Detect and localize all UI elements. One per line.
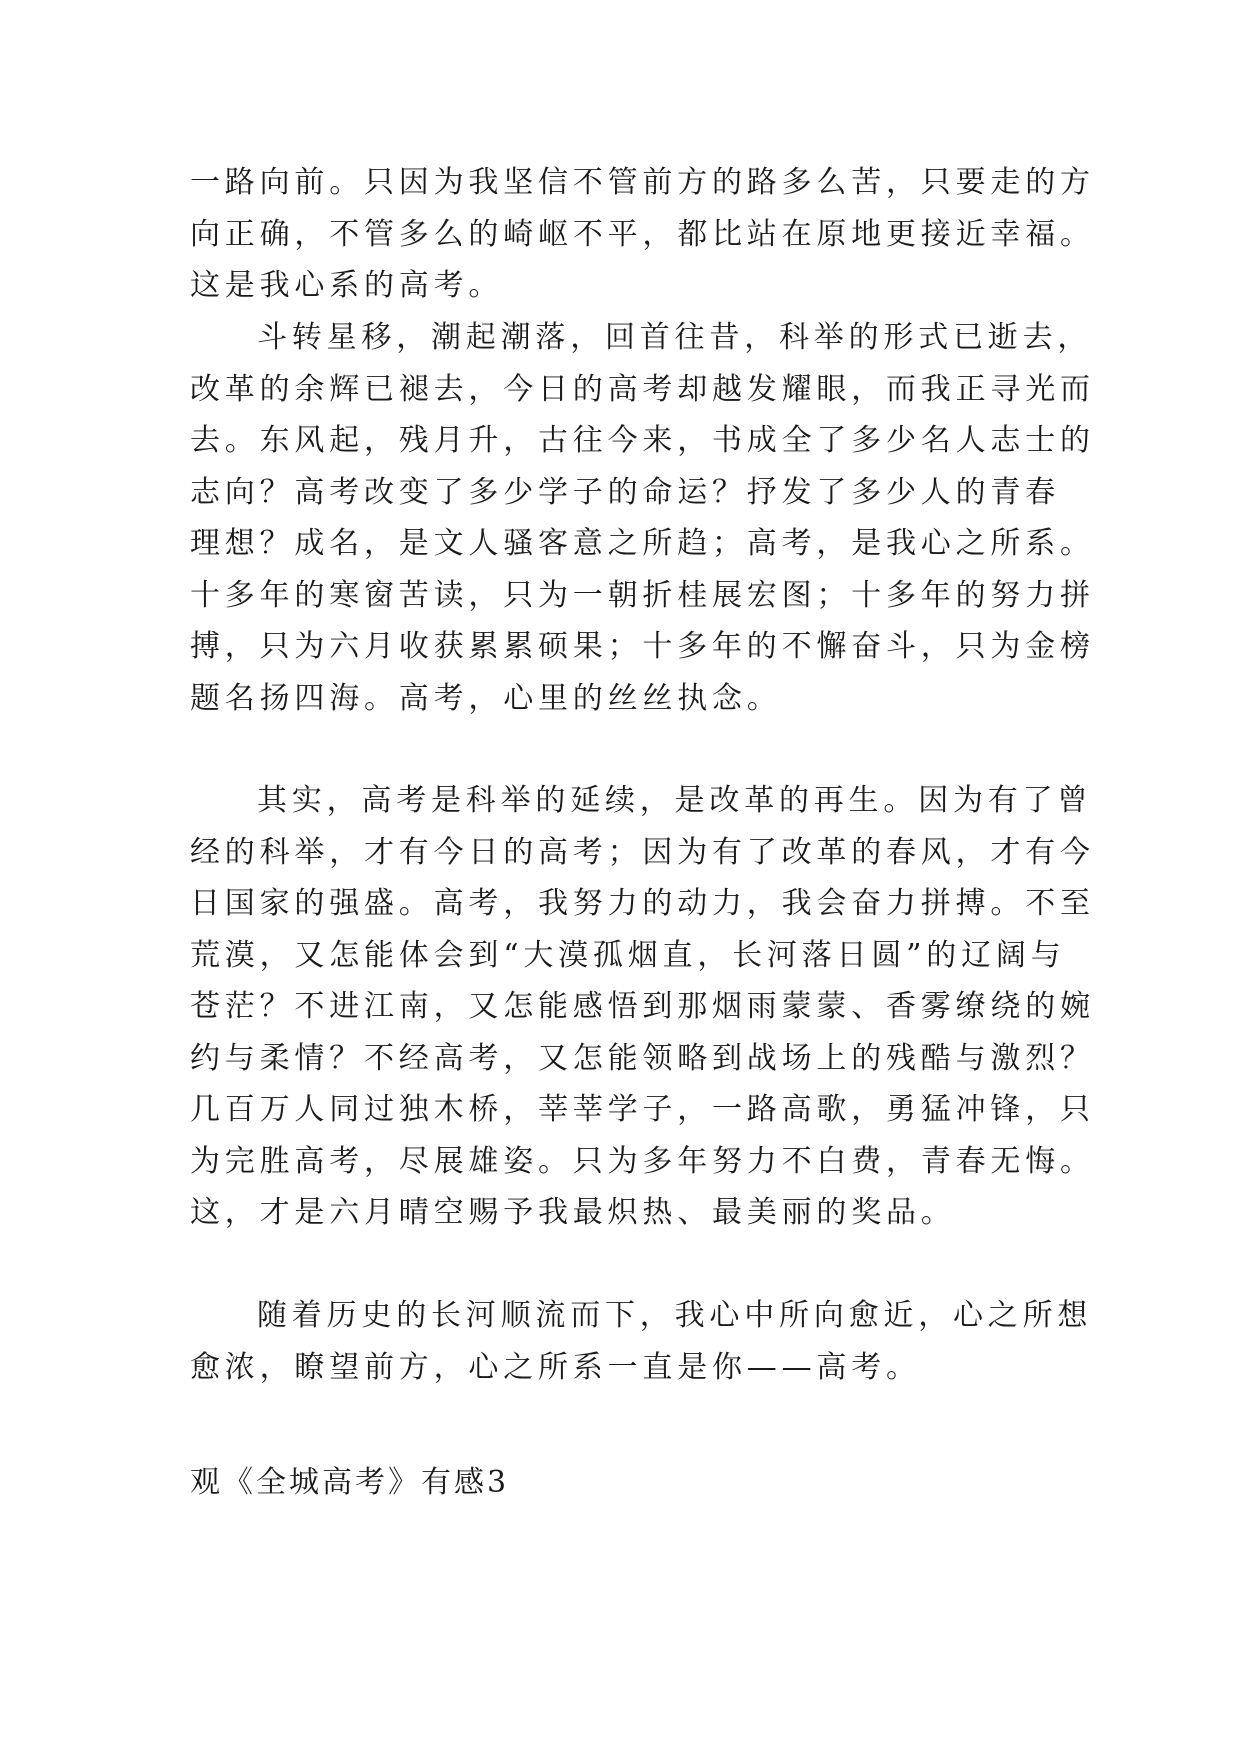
paragraph-line: 斗转星移，潮起潮落，回首往昔，科举的形式已逝去， xyxy=(257,320,1093,355)
paragraph-line: 为完胜高考，尽展雄姿。只为多年努力不白费，青春无悔。 xyxy=(190,1143,1095,1179)
paragraph-4 xyxy=(190,1290,1093,1393)
paragraph-line: 经的科举，才有今日的高考；因为有了改革的春风，才有今 xyxy=(190,834,1095,870)
paragraph-line: 荒漠，又怎能体会到“大漠孤烟直，长河落日圆”的辽阔与 xyxy=(190,937,1066,973)
paragraph-line: 改革的余辉已褪去，今日的高考却越发耀眼，而我正寻光而 xyxy=(190,371,1095,407)
paragraph-line: 其实，高考是科举的延续，是改革的再生。因为有了曾 xyxy=(257,783,1093,818)
paragraph-line: 向正确，不管多么的崎岖不平，都比站在原地更接近幸福。 xyxy=(190,216,1095,252)
paragraph-line: 随着历史的长河顺流而下，我心中所向愈近，心之所想 xyxy=(257,1298,1093,1333)
paragraph-line: 志向？高考改变了多少学子的命运？抒发了多少人的青春 xyxy=(190,474,1060,510)
paragraph-line: 理想？成名，是文人骚客意之所趋；高考，是我心之所系。 xyxy=(190,526,1095,561)
paragraph-line: 搏，只为六月收获累累硕果；十多年的不懈奋斗，只为金榜 xyxy=(190,629,1095,664)
paragraph-line: 这是我心系的高考。 xyxy=(190,268,504,303)
paragraph-line: 一路向前。只因为我坚信不管前方的路多么苦，只要走的方 xyxy=(190,165,1095,200)
paragraph-line: 日国家的强盛。高考，我努力的动力，我会奋力拼搏。不至 xyxy=(190,886,1095,921)
paragraph-line: 这，才是六月晴空赐予我最炽热、最美丽的奖品。 xyxy=(190,1195,956,1230)
section-heading: 观《全城高考》有感3 xyxy=(190,1465,510,1500)
paragraph-line: 苍茫？不进江南，又怎能感悟到那烟雨蒙蒙、香雾缭绕的婉 xyxy=(190,989,1095,1024)
paragraph-line: 十多年的寒窗苦读，只为一朝折桂展宏图；十多年的努力拼 xyxy=(190,577,1095,613)
paragraph-line: 愈浓，瞭望前方，心之所系一直是你——高考。 xyxy=(190,1349,921,1385)
paragraph-1 xyxy=(190,157,1095,312)
paragraph-line: 几百万人同过独木桥，莘莘学子，一路高歌，勇猛冲锋，只 xyxy=(190,1092,1095,1127)
paragraph-line: 题名扬四海。高考，心里的丝丝执念。 xyxy=(190,680,782,716)
paragraph-3 xyxy=(190,775,1095,1239)
paragraph-line: 去。东风起，残月升，古往今来，书成全了多少名人志士的 xyxy=(190,423,1095,458)
paragraph-2 xyxy=(190,312,1095,724)
paragraph-line: 约与柔情？不经高考，又怎能领略到战场上的残酷与激烈？ xyxy=(190,1040,1095,1076)
